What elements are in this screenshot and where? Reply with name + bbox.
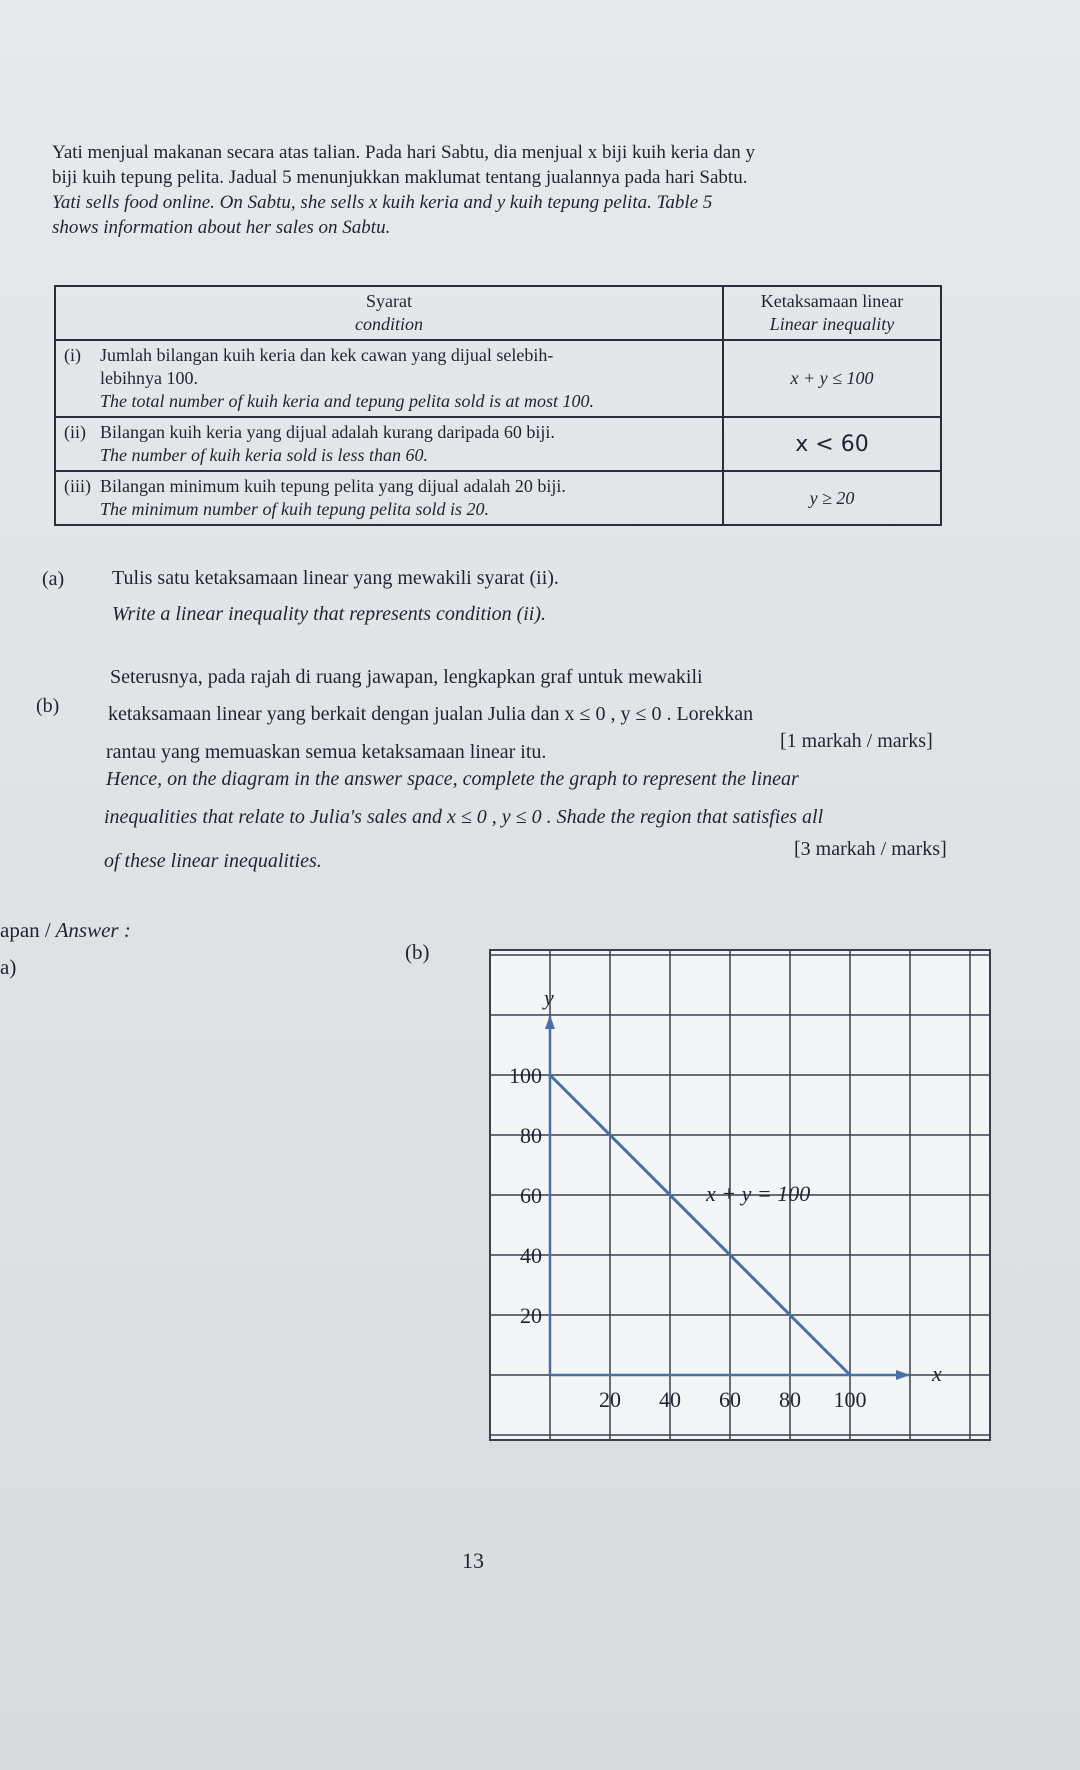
y-tick-label: 20 — [520, 1303, 542, 1328]
table-row — [55, 417, 941, 471]
y-tick-label: 60 — [520, 1183, 542, 1208]
question-a-malay: Tulis satu ketaksamaan linear yang mewakili syarat (ii). — [112, 567, 559, 589]
intro-paragraph — [52, 140, 952, 240]
question-b-malay-line-2: ketaksamaan linear yang berkait dengan jualan Julia dan x ≤ 0 , y ≤ 0 . Lorekkan — [108, 703, 754, 725]
question-b-malay-marks: [1 markah / marks] — [780, 730, 933, 752]
y-tick-label: 40 — [520, 1243, 542, 1268]
intro-malay-line-1: Yati menjual makanan secara atas talian. Pada hari Sabtu, dia menjual x biji kuih keria dan y — [52, 142, 755, 163]
y-tick-label: 100 — [509, 1063, 542, 1088]
condition-cell-2: (ii) Bilangan kuih keria yang dijual adalah kurang daripada 60 biji. The number of kuih keria sold is less than 60. — [55, 417, 723, 471]
question-a-english: Write a linear inequality that represents condition (ii). — [112, 603, 547, 625]
page-number: 13 — [462, 1548, 484, 1573]
intro-english-line-1: Yati sells food online. On Sabtu, she sells x kuih keria and y kuih tepung pelita. Table 5 — [52, 192, 713, 213]
line-label-x-plus-y-100: x + y = 100 — [706, 1181, 811, 1206]
intro-english-line-2: shows information about her sales on Sabtu. — [52, 217, 391, 238]
question-b-label: (b) — [36, 695, 60, 717]
x-axis-label: x — [932, 1361, 942, 1386]
condition-cell-3: (iii) Bilangan minimum kuih tepung pelita yang dijual adalah 20 biji. The minimum number of kuih tepung pelita sold is 20. — [55, 471, 723, 525]
table-row — [55, 471, 941, 525]
question-b-malay-line-3: rantau yang memuaskan semua ketaksamaan linear itu. — [106, 741, 547, 763]
table-header-row — [55, 286, 941, 340]
question-b-malay-line-1: Seterusnya, pada rajah di ruang jawapan, lengkapkan graf untuk mewakili — [110, 666, 703, 688]
x-tick-label: 20 — [599, 1387, 621, 1412]
inequality-cell-1: x + y ≤ 100 — [723, 340, 941, 417]
header-condition: Syarat condition — [55, 286, 723, 340]
x-tick-label: 40 — [659, 1387, 681, 1412]
inequality-cell-3: y ≥ 20 — [723, 471, 941, 525]
header-inequality: Ketaksamaan linear Linear inequality — [723, 286, 941, 340]
question-a-label: (a) — [42, 568, 65, 590]
x-tick-label: 80 — [779, 1387, 801, 1412]
answer-part-b-label: (b) — [405, 940, 430, 964]
condition-cell-1: (i) Jumlah bilangan kuih keria dan kek cawan yang dijual selebih- lebihnya 100. The total number of kuih keria and tepung pelita sold is at most 100. — [55, 340, 723, 417]
y-tick-label: 80 — [520, 1123, 542, 1148]
question-b-english-line-1: Hence, on the diagram in the answer space, complete the graph to represent the linear — [106, 768, 799, 790]
intro-malay-line-2: biji kuih tepung pelita. Jadual 5 menunjukkan maklumat tentang jualannya pada hari Sabtu. — [52, 167, 748, 188]
answer-label: apan / Answer : — [0, 918, 131, 942]
x-tick-label: 60 — [719, 1387, 741, 1412]
answer-part-a-label: a) — [0, 955, 17, 979]
x-tick-label: 100 — [833, 1387, 867, 1412]
graph-annotations — [705, 1181, 810, 1206]
question-b-english-line-2: inequalities that relate to Julia's sales and x ≤ 0 , y ≤ 0 . Shade the region that satisfies all — [104, 806, 824, 828]
question-b-english-marks: [3 markah / marks] — [794, 838, 947, 860]
table-row — [55, 340, 941, 417]
y-axis-label: y — [544, 985, 554, 1010]
table-5 — [54, 285, 942, 526]
inequality-graph — [480, 945, 1000, 1455]
question-b-english-line-3: of these linear inequalities. — [104, 850, 322, 872]
inequality-cell-2-handwritten: x < 60 — [723, 417, 941, 471]
